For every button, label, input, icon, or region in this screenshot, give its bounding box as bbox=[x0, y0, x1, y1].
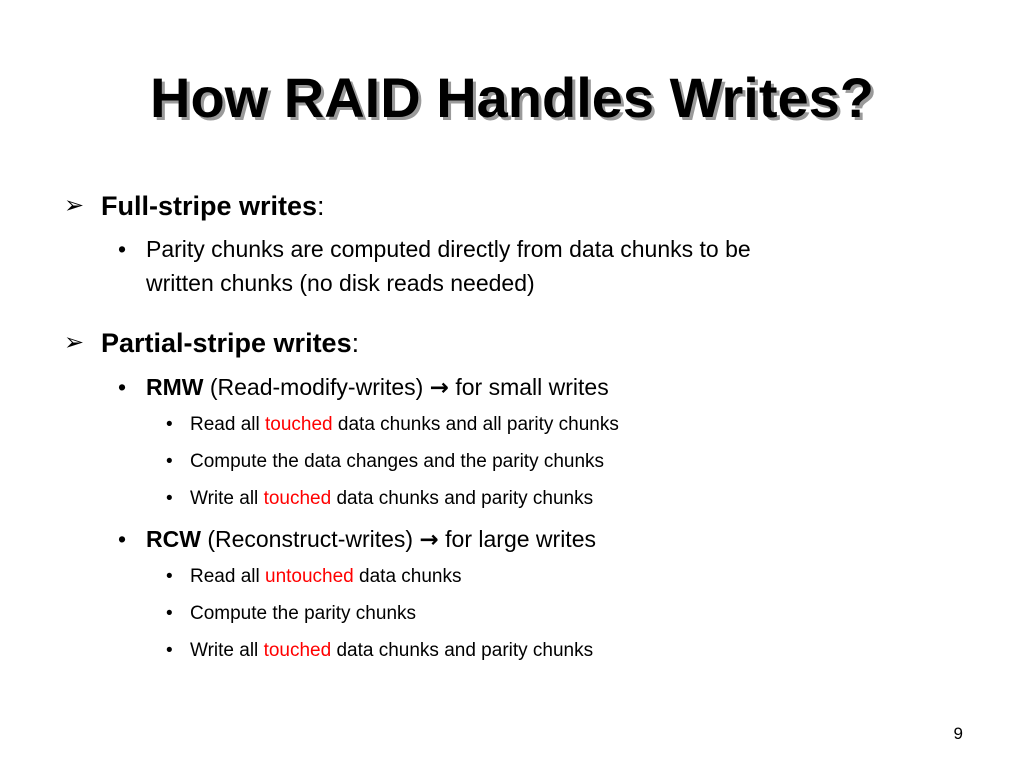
item-text: Write all bbox=[190, 640, 264, 661]
bullet-dot-icon: • bbox=[118, 374, 127, 400]
rcw-item bbox=[190, 565, 462, 589]
highlight-word: touched bbox=[263, 488, 332, 509]
arrow-bullet-icon: ➢ bbox=[64, 329, 85, 356]
item-text: Compute the parity chunks bbox=[190, 603, 417, 624]
item-text: data chunks bbox=[353, 566, 462, 587]
page-number: 9 bbox=[953, 724, 963, 743]
full-stripe-detail-line2: written chunks (no disk reads needed) bbox=[146, 270, 535, 296]
colon: : bbox=[317, 191, 325, 221]
item-text: data chunks and parity chunks bbox=[331, 640, 594, 661]
item-text: data chunks and all parity chunks bbox=[332, 414, 619, 435]
bullet-dot-icon: • bbox=[166, 566, 173, 587]
highlight-word: touched bbox=[265, 414, 333, 435]
item-text: data chunks and parity chunks bbox=[331, 488, 594, 509]
item-text: Read all bbox=[190, 566, 265, 587]
bullet-dot-icon: • bbox=[118, 526, 127, 552]
item-text: Read all bbox=[190, 414, 265, 435]
bullet-partial-stripe bbox=[101, 327, 359, 359]
rcw-item bbox=[190, 639, 593, 663]
rmw-item bbox=[190, 487, 593, 511]
rcw-line bbox=[146, 524, 596, 555]
rcw-tail: for large writes bbox=[438, 526, 596, 552]
rmw-item bbox=[190, 413, 619, 437]
bullet-dot-icon: • bbox=[166, 414, 173, 435]
bullet-dot-icon: • bbox=[166, 640, 173, 661]
colon: : bbox=[351, 328, 360, 358]
partial-stripe-heading: Partial-stripe writes bbox=[101, 328, 352, 358]
highlight-word: untouched bbox=[265, 566, 354, 587]
full-stripe-detail-line1: Parity chunks are computed directly from data chunks to be bbox=[146, 236, 751, 262]
rmw-tail: for small writes bbox=[448, 374, 609, 400]
item-text: Compute the data changes and the parity chunks bbox=[190, 451, 605, 472]
bullet-full-stripe bbox=[101, 190, 325, 222]
rmw-desc: (Read-modify-writes) bbox=[203, 374, 430, 400]
item-text: Write all bbox=[190, 488, 264, 509]
right-arrow-icon: → bbox=[419, 527, 439, 553]
rcw-item bbox=[190, 602, 416, 626]
bullet-dot-icon: • bbox=[166, 603, 173, 624]
arrow-bullet-icon: ➢ bbox=[64, 192, 85, 219]
right-arrow-icon: → bbox=[429, 375, 449, 401]
highlight-word: touched bbox=[263, 640, 332, 661]
bullet-dot-icon: • bbox=[166, 488, 173, 509]
rcw-name: RCW bbox=[146, 526, 201, 552]
full-stripe-heading: Full-stripe writes bbox=[101, 191, 318, 221]
rmw-item bbox=[190, 450, 604, 474]
bullet-dot-icon: • bbox=[166, 451, 173, 472]
bullet-dot-icon: • bbox=[118, 236, 127, 262]
rmw-name: RMW bbox=[146, 374, 204, 400]
rmw-line bbox=[146, 372, 609, 403]
rcw-desc: (Reconstruct-writes) bbox=[200, 526, 420, 552]
slide-title: How RAID Handles Writes? bbox=[150, 66, 874, 129]
